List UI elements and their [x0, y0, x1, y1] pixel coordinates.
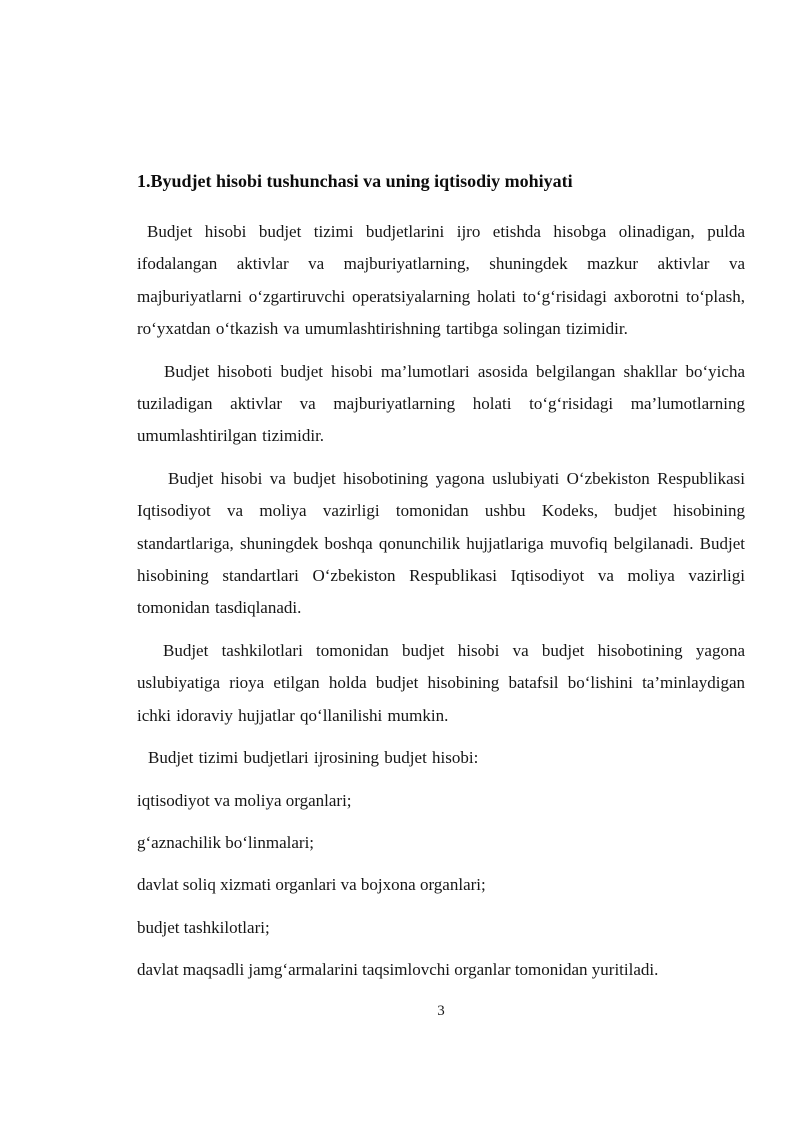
document-paragraph: Budjet hisobi budjet tizimi budjetlarini ijro etishda hisobga olinadigan, pulda ifodalangan aktivlar va majburiyatlarning, shuningdek mazkur aktivlar va majburiyatlarni oʻzgartiruvchi operatsiyalarning holati toʻgʻrisidagi axborotni toʻplash, roʻyxatdan oʻtkazish va umumlashtirishning tartibga solingan tizimidir. [137, 222, 745, 339]
document-paragraph: Budjet tashkilotlari tomonidan budjet hisobi va budjet hisobotining yagona uslubiyatiga rioya etilgan holda budjet hisobining batafsil boʻlishini ta’minlaydigan ichki idoraviy hujjatlar qoʻllanilishi mumkin. [137, 640, 745, 725]
list-line: gʻaznachilik boʻlinmalari; [137, 832, 315, 852]
list-line: iqtisodiyot va moliya organlari; [137, 790, 352, 810]
page-number: 3 [437, 1002, 445, 1019]
document-paragraph: Budjet hisobi va budjet hisobotining yagona uslubiyati Oʻzbekiston Respublikasi Iqtisodiyot va moliya vazirligi tomonidan ushbu Kodeks, budjet hisobining standartlariga, shuningdek boshqa qonunchilik hujjatlariga muvofiq belgilanadi. Budjet hisobining standartlari Oʻzbekiston Respublikasi Iqtisodiyot va moliya vazirligi tomonidan tasdiqlanadi. [137, 468, 745, 618]
document-paragraph: Budjet hisoboti budjet hisobi ma’lumotlari asosida belgilangan shakllar boʻyicha tuziladigan aktivlar va majburiyatlarning holati toʻgʻrisidagi ma’lumotlarning umumlashtirilgan tizimidir. [137, 361, 745, 446]
list-line: davlat soliq xizmati organlari va bojxona organlari; [137, 875, 486, 895]
list-line: davlat maqsadli jamgʻarmalarini taqsimlovchi organlar tomonidan yuritiladi. [137, 960, 659, 980]
section-heading: 1.Byudjet hisobi tushunchasi va uning iqtisodiy mohiyati [137, 171, 573, 191]
list-line: budjet tashkilotlari; [137, 917, 270, 937]
document-paragraph: Budjet tizimi budjetlari ijrosining budjet hisobi: [148, 748, 479, 768]
